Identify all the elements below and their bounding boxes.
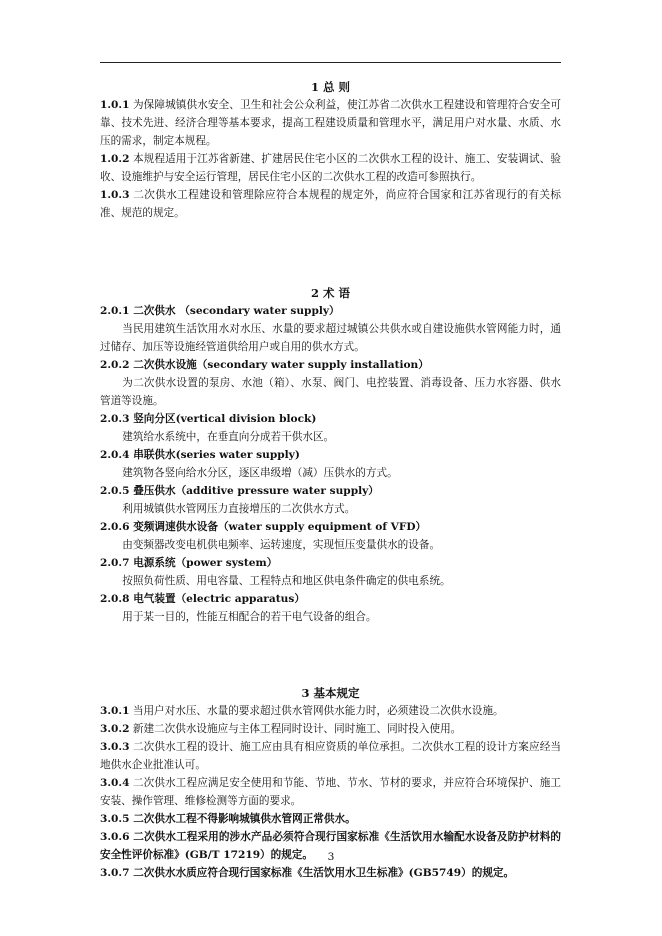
clause-number: 3.0.7: [100, 867, 130, 879]
term-title: 变频调速供水设备（water supply equipment of VFD）: [133, 521, 427, 533]
term-2-0-2: [100, 356, 561, 374]
clause-number: 1.0.3: [100, 189, 130, 201]
clause-number: 1.0.1: [100, 99, 130, 111]
clause-text: 二次供水水质应符合现行国家标准《生活饮用水卫生标准》(GB5749）的规定。: [133, 867, 515, 879]
clause-number: 3.0.4: [100, 777, 130, 789]
section-3-title: 3 基本规定: [301, 686, 360, 700]
clause-number: 3.0.5: [100, 813, 130, 825]
term-number: 2.0.8: [100, 593, 130, 605]
clause-text: 当用户对水压、水量的要求超过供水管网供水能力时，必须建设二次供水设施。: [132, 705, 504, 717]
term-number: 2.0.7: [100, 557, 130, 569]
term-definition: 建筑物各竖向给水分区，逐区串级增（减）压供水的方式。: [122, 467, 398, 479]
clause-text: 二次供水工程的设计、施工应由具有相应资质的单位承担。二次供水工程的设计方案应经当地供水企业批准认可。: [100, 741, 561, 771]
term-2-0-6: [100, 518, 561, 536]
clause-text: 二次供水工程不得影响城镇供水管网正常供水。: [133, 813, 356, 825]
term-number: 2.0.3: [100, 413, 130, 425]
term-definition: 为二次供水设置的泵房、水池（箱）、水泵、阀门、电控装置、消毒设备、压力水容器、供水管道等设施。: [100, 377, 561, 407]
clause-3-0-2: [100, 720, 561, 738]
term-definition: 按照负荷性质、用电容量、工程特点和地区供电条件确定的供电系统。: [122, 575, 451, 587]
term-title: 串联供水(series water supply): [133, 449, 300, 461]
term-number: 2.0.5: [100, 485, 130, 497]
term-number: 2.0.4: [100, 449, 130, 461]
clause-1-0-1: [100, 96, 561, 150]
clause-text: 为保障城镇供水安全、卫生和社会公众利益，使江苏省二次供水工程建设和管理符合安全可靠、技术先进、经济合理等基本要求，提高工程建设质量和管理水平，满足用户对水量、水质、水压的需求，制定本规程。: [100, 99, 561, 147]
clause-number: 3.0.1: [100, 705, 130, 717]
term-number: 2.0.2: [100, 359, 130, 371]
term-definition: 当民用建筑生活饮用水对水压、水量的要求超过城镇公共供水或自建设施供水管网能力时，通过储存、加压等设施经管道供给用户或自用的供水方式。: [100, 323, 561, 353]
clause-text: 本规程适用于江苏省新建、扩建居民住宅小区的二次供水工程的设计、施工、安装调试、验收、设施维护与安全运行管理，居民住宅小区的二次供水工程的改造可参照执行。: [100, 153, 561, 183]
section-1-title: 1 总 则: [310, 80, 350, 94]
term-number: 2.0.6: [100, 521, 130, 533]
term-title: 二次供水设施（secondary water supply installation）: [133, 359, 429, 371]
clause-number: 3.0.3: [100, 741, 130, 753]
clause-text: 二次供水工程采用的涉水产品必须符合现行国家标准《生活饮用水输配水设备及防护材料的安全性评价标准》(GB/T 17219）的规定。: [100, 831, 561, 861]
term-2-0-3: [100, 410, 561, 428]
term-2-0-4: [100, 446, 561, 464]
header-rule: [100, 62, 561, 63]
term-definition: 利用城镇供水管网压力直接增压的二次供水方式。: [122, 503, 356, 515]
clause-3-0-5: [100, 810, 561, 828]
document-body: [100, 74, 561, 882]
clause-number: 3.0.2: [100, 723, 130, 735]
clause-text: 新建二次供水设施应与主体工程同时设计、同时施工、同时投入使用。: [132, 723, 462, 735]
term-definition: 由变频器改变电机供电频率、运转速度，实现恒压变量供水的设备。: [122, 539, 441, 551]
clause-3-0-7: [100, 864, 561, 882]
term-definition: 用于某一目的，性能互相配合的若干电气设备的组合。: [122, 611, 377, 623]
clause-3-0-4: [100, 774, 561, 810]
clause-1-0-3: [100, 186, 561, 222]
term-title: 电气装置（electric apparatus）: [133, 593, 305, 605]
clause-3-0-1: [100, 702, 561, 720]
term-definition: 建筑给水系统中，在垂直向分成若干供水区。: [122, 431, 335, 443]
clause-1-0-2: [100, 150, 561, 186]
term-number: 2.0.1: [100, 305, 130, 317]
term-title: 叠压供水（additive pressure water supply）: [133, 485, 379, 497]
page-number: 3: [327, 851, 335, 863]
clause-3-0-3: [100, 738, 561, 774]
term-2-0-7: [100, 554, 561, 572]
clause-number: 1.0.2: [100, 153, 130, 165]
term-2-0-5: [100, 482, 561, 500]
term-title: 电源系统（power system）: [133, 557, 278, 569]
term-2-0-8: [100, 590, 561, 608]
term-title: 二次供水 （secondary water supply）: [133, 305, 340, 317]
section-2-title: 2 术 语: [310, 286, 350, 300]
term-title: 竖向分区(vertical division block): [133, 413, 317, 425]
clause-text: 二次供水工程建设和管理除应符合本规程的规定外，尚应符合国家和江苏省现行的有关标准、规范的规定。: [100, 189, 562, 219]
term-2-0-1: [100, 302, 561, 320]
clause-number: 3.0.6: [100, 831, 130, 843]
clause-text: 二次供水工程应满足安全使用和节能、节地、节水、节材的要求，并应符合环境保护、施工安装、操作管理、维修检测等方面的要求。: [100, 777, 561, 807]
